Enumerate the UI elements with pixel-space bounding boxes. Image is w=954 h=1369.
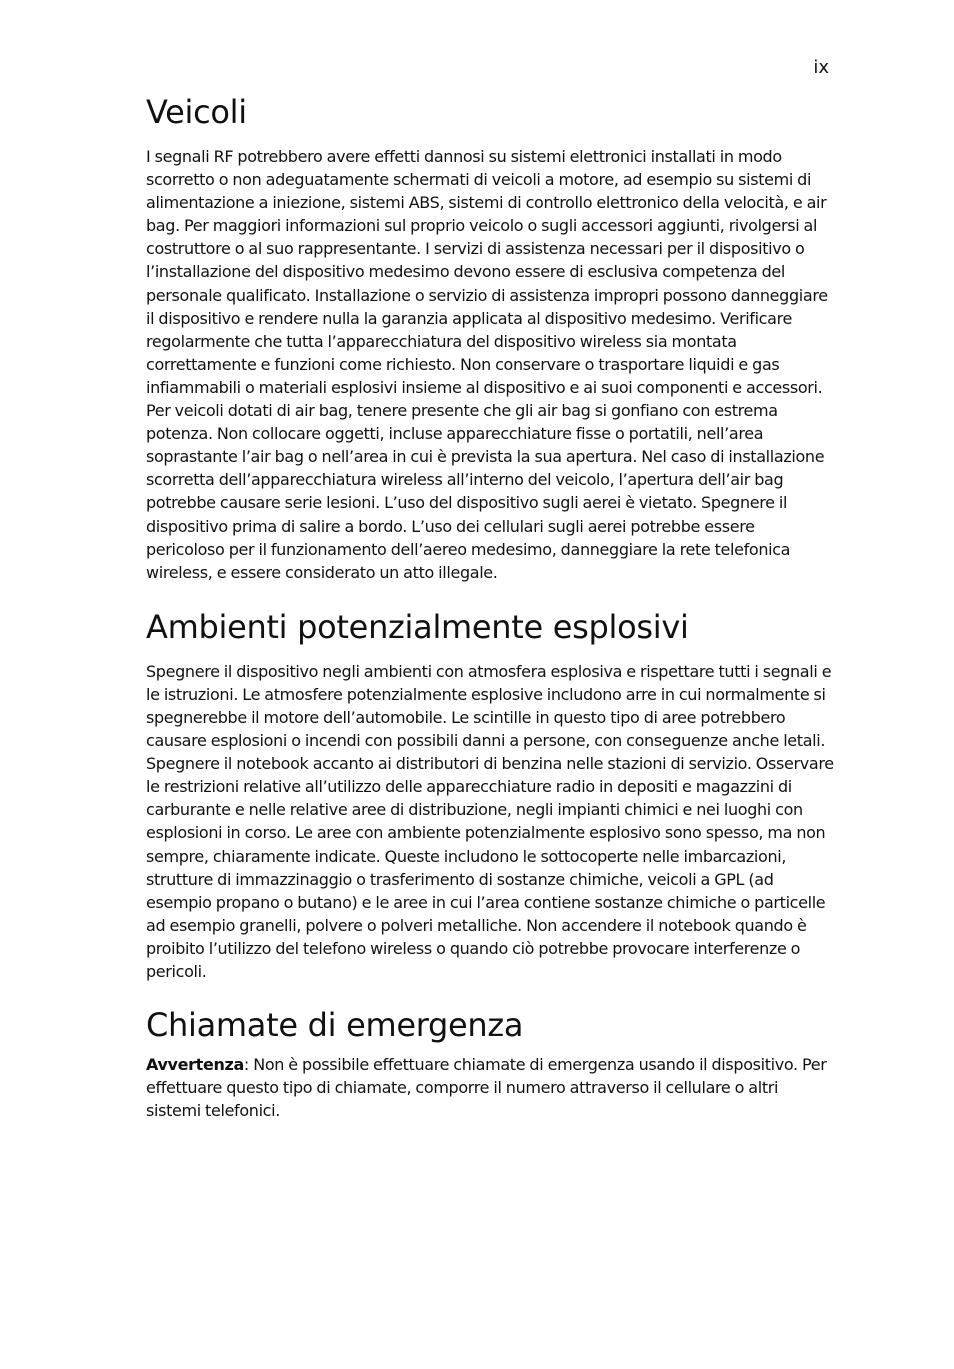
section-body: I segnali RF potrebbero avere effetti dannosi su sistemi elettronici installati in modo scorretto o non adeguatamente schermati di veicoli a motore, ad esempio su sistemi di alimentazione a iniezione, sistemi ABS, sistemi di controllo elettronico della velocità, e air bag. Per maggiori informazioni sul proprio veicolo o sugli accessori aggiunti, rivolgersi al costruttore o al suo rappresentante. I servizi di assistenza necessari per il dispositivo o l’installazione del dispositivo medesimo devono essere di esclusiva competenza del personale qualificato. Installazione o servizio di assistenza impropri possono danneggiare il dispositivo e rendere nulla la garanzia applicata al dispositivo medesimo. Verificare regolarmente che tutta l’apparecchiatura del dispositivo wireless sia montata correttamente e funzioni come richiesto. Non conservare o trasportare liquidi e gas infiammabili o materiali esplosivi insieme al dispositivo e ai suoi componenti e accessori. Per veicoli dotati di air bag, tenere presente che gli air bag si gonfiano con estrema potenza. Non collocare oggetti, incluse apparecchiature fisse o portatili, nell’area soprastante l’air bag o nell’area in cui è prevista la sua apertura. Nel caso di installazione scorretta dell’apparecchiatura wireless all’interno del veicolo, l’apertura dell’air bag potrebbe causare serie lesioni. L’uso del dispositivo sugli aerei è vietato. Spegnere il dispositivo prima di salire a bordo. L’uso dei cellulari sugli aerei potrebbe essere pericoloso per il funzionamento dell’aereo medesimo, danneggiare la rete telefonica wireless, e essere considerato un atto illegale. bbox=[146, 147, 828, 582]
section-body bbox=[146, 1053, 836, 1122]
section-chiamate-emergenza bbox=[146, 1005, 836, 1122]
section-title: Veicoli bbox=[146, 93, 247, 131]
section-title: Chiamate di emergenza bbox=[146, 1006, 524, 1045]
section-body: Spegnere il dispositivo negli ambienti con atmosfera esplosiva e rispettare tutti i segnali e le istruzioni. Le atmosfere potenzialmente esplosive includono arre in cui normalmente si spegnerebbe il motore dell’automobile. Le scintille in questo tipo di aree potrebbero causare esplosioni o incendi con possibili danni a persone, con conseguenze anche letali. Spegnere il notebook accanto ai distributori di benzina nelle stazioni di servizio. Osservare le restrizioni relative all’utilizzo delle apparecchiature radio in depositi e magazzini di carburante e nelle relative aree di distribuzione, negli impianti chimici e nei luoghi con esplosioni in corso. Le aree con ambiente potenzialmente esplosivo sono spesso, ma non sempre, chiaramente indicate. Queste includono le sottocoperte nelle imbarcazioni, strutture di immazzinaggio o trasferimento di sostanze chimiche, veicoli a GPL (ad esempio propano o butano) e le aree in cui l’area contiene sostanze chimiche o particelle ad esempio granelli, polvere o polveri metalliche. Non accendere il notebook quando è proibito l’utilizzo del telefono wireless o quando ciò potrebbe provocare interferenze o pericoli. bbox=[146, 661, 834, 981]
page-number: ix bbox=[813, 57, 829, 78]
page-content bbox=[146, 92, 836, 1122]
warning-text: : Non è possibile effettuare chiamate di emergenza usando il dispositivo. Per effettuare questo tipo di chiamate, comporre il numero attraverso il cellulare o altri sistemi telefonici. bbox=[146, 1055, 827, 1121]
section-title: Ambienti potenzialmente esplosivi bbox=[146, 607, 689, 646]
warning-label: Avvertenza bbox=[146, 1055, 244, 1075]
section-veicoli bbox=[146, 92, 836, 584]
section-ambienti-esplosivi bbox=[146, 607, 836, 983]
